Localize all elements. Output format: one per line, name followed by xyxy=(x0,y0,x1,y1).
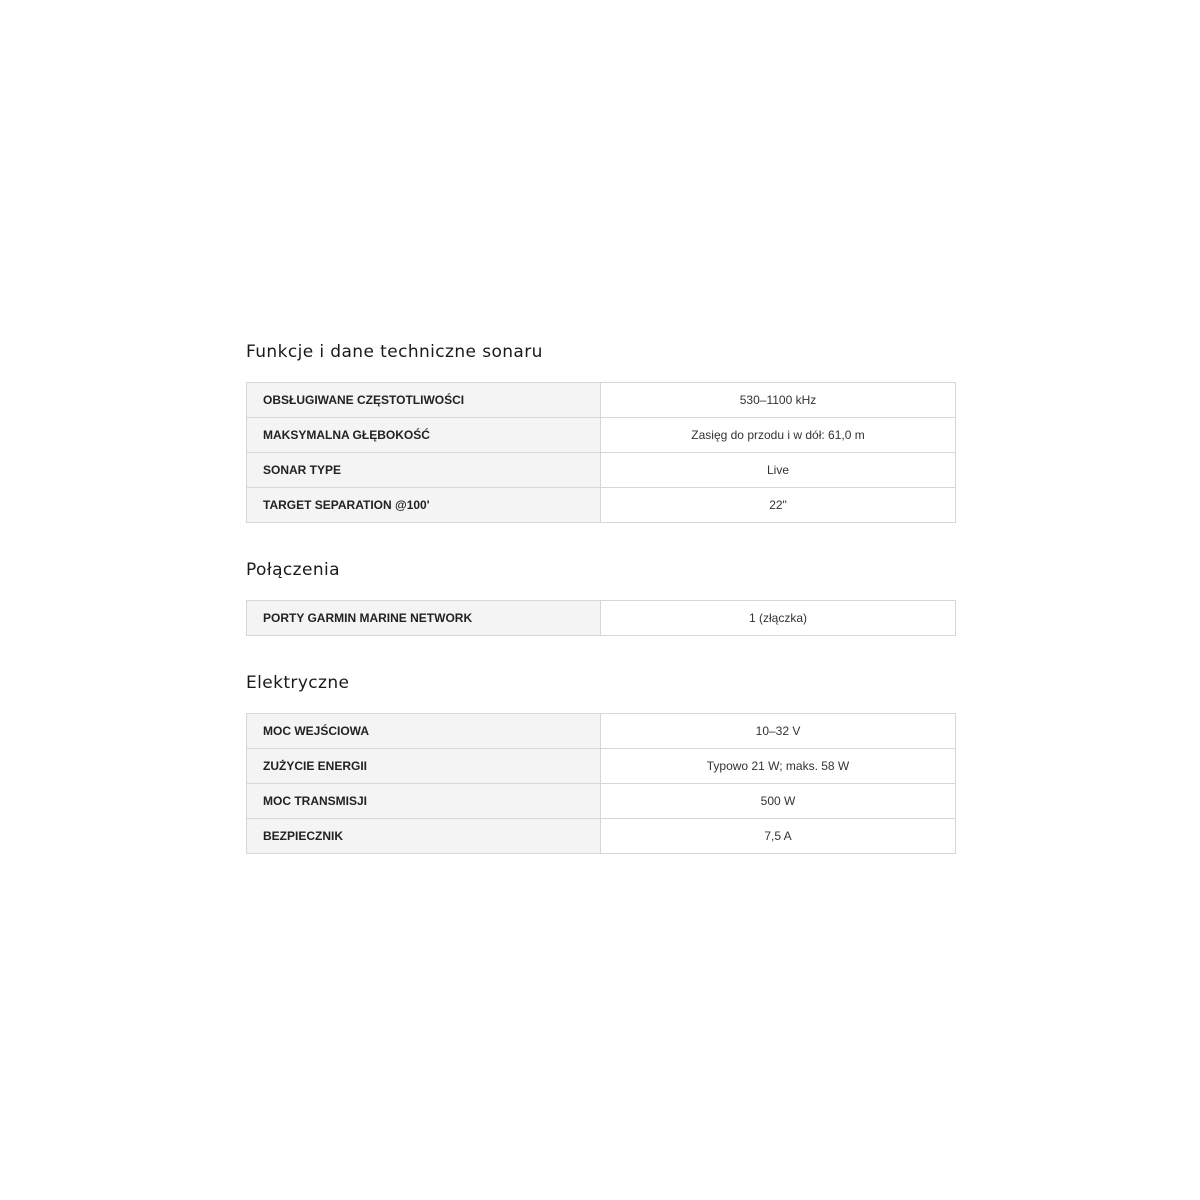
table-row xyxy=(247,418,956,453)
specifications-panel xyxy=(246,338,956,854)
spec-value: 530–1100 kHz xyxy=(601,383,956,418)
spec-value: Zasięg do przodu i w dół: 61,0 m xyxy=(601,418,956,453)
table-row xyxy=(247,453,956,488)
spec-value: 7,5 A xyxy=(601,819,956,854)
spec-label: SONAR TYPE xyxy=(247,453,601,488)
spec-table xyxy=(246,600,956,636)
section-sonar-specs xyxy=(246,338,956,523)
spec-value: Live xyxy=(601,453,956,488)
spec-label: MAKSYMALNA GŁĘBOKOŚĆ xyxy=(247,418,601,453)
spec-label: TARGET SEPARATION @100' xyxy=(247,488,601,523)
spec-label: ZUŻYCIE ENERGII xyxy=(247,749,601,784)
spec-label: OBSŁUGIWANE CZĘSTOTLIWOŚCI xyxy=(247,383,601,418)
spec-label: MOC TRANSMISJI xyxy=(247,784,601,819)
spec-label: MOC WEJŚCIOWA xyxy=(247,714,601,749)
table-row xyxy=(247,601,956,636)
spec-label: PORTY GARMIN MARINE NETWORK xyxy=(247,601,601,636)
table-row xyxy=(247,784,956,819)
spec-value: 10–32 V xyxy=(601,714,956,749)
section-electrical xyxy=(246,669,956,854)
section-title: Elektryczne xyxy=(246,673,350,693)
spec-value: 22" xyxy=(601,488,956,523)
table-row xyxy=(247,819,956,854)
spec-value: Typowo 21 W; maks. 58 W xyxy=(601,749,956,784)
spec-value: 500 W xyxy=(601,784,956,819)
section-title: Funkcje i dane techniczne sonaru xyxy=(246,342,543,362)
spec-table xyxy=(246,382,956,523)
table-row xyxy=(247,714,956,749)
spec-table xyxy=(246,713,956,854)
spec-value: 1 (złączka) xyxy=(601,601,956,636)
section-title: Połączenia xyxy=(246,560,340,580)
table-row xyxy=(247,383,956,418)
table-row xyxy=(247,488,956,523)
spec-label: BEZPIECZNIK xyxy=(247,819,601,854)
section-connections xyxy=(246,556,956,636)
table-row xyxy=(247,749,956,784)
